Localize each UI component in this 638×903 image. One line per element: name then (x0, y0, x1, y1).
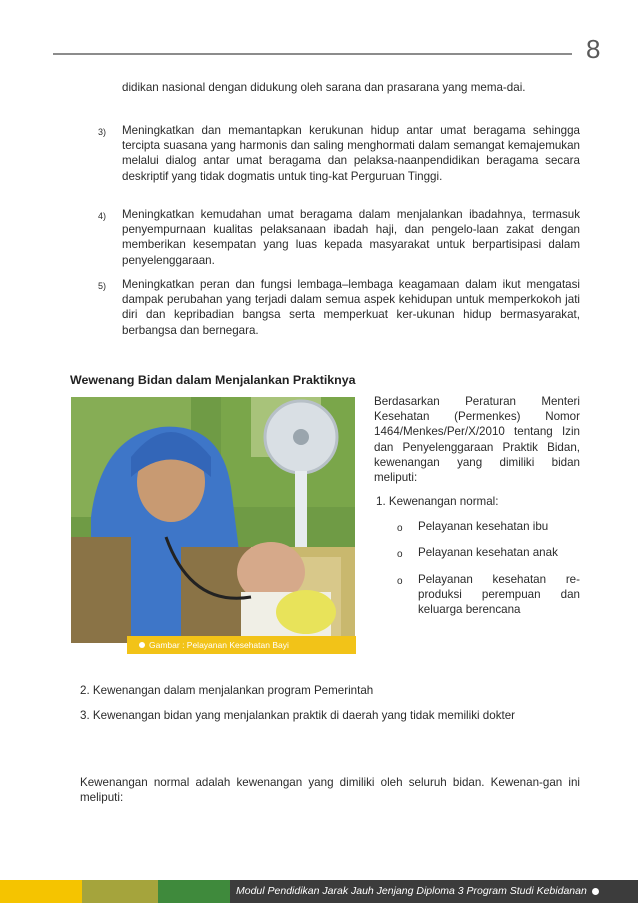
footer-segment-olive (82, 880, 158, 903)
section-title: Wewenang Bidan dalam Menjalankan Praktiknya (70, 373, 356, 387)
list-continuation: didikan nasional dengan didukung oleh sarana dan prasarana yang mema-dai. (122, 81, 526, 94)
list-number-5: 5) (98, 281, 107, 291)
footer-segment-green (158, 880, 230, 903)
list-item-3: Meningkatkan dan memantapkan kerukunan hidup antar umat beragama sehingga tercipta suasana yang harmonis dan saling menghormati dalam semangat kemajemukan melalui dialog antar umat beragama dan pelaksa-naanpendidikan beragama secara deskriptif yang tidak dogmatis untuk ting-kat Perguruan Tinggi. (122, 124, 580, 183)
section-intro: Berdasarkan Peraturan Menteri Kesehatan (Permenkes) Nomor 1464/Menkes/Per/X/2010 tentang Izin dan Penyelenggaraan Praktik Bidan, kewenangan yang dimiliki bidan meliputi: (374, 395, 580, 485)
header-rule (53, 53, 572, 55)
sub-bullet-2: o (397, 549, 403, 560)
list-item-4: Meningkatkan kemudahan umat beragama dalam menjalankan ibadahnya, termasuk penyempurnaan kualitas pelaksanaan ibadah haji, dan pengelo-laan zakat dengan memberikan kesempatan yang luas kepada masyarakat untuk berpartisipasi dalam penyelenggaraan. (122, 208, 580, 267)
sub-bullet-3: o (397, 576, 403, 587)
photo-caption: Gambar : Pelayanan Kesehatan Bayi (149, 640, 289, 650)
subitem-reproduksi: Pelayanan kesehatan re-produksi perempuan dan keluarga berencana (418, 573, 580, 617)
page-number: 8 (586, 34, 601, 64)
subitem-anak: Pelayanan kesehatan anak (418, 546, 558, 559)
midwife-infant-photo (71, 397, 355, 643)
list-number-3: 3) (98, 127, 107, 137)
footer-bar (0, 880, 638, 903)
footer-dot-icon (592, 888, 599, 895)
item-2-program: 2. Kewenangan dalam menjalankan program Pemerintah (80, 684, 374, 697)
closing-paragraph: Kewenangan normal adalah kewenangan yang dimiliki oleh seluruh bidan. Kewenan-gan ini meliputi: (80, 776, 580, 805)
footer-text: Modul Pendidikan Jarak Jauh Jenjang Diploma 3 Program Studi Kebidanan (236, 885, 587, 897)
footer-segment-yellow (0, 880, 82, 903)
list-number-4: 4) (98, 211, 107, 221)
sub-bullet-1: o (397, 523, 403, 534)
subitem-ibu: Pelayanan kesehatan ibu (418, 520, 549, 533)
item-3-daerah: 3. Kewenangan bidan yang menjalankan praktik di daerah yang tidak memiliki dokter (80, 709, 516, 722)
list-item-5: Meningkatkan peran dan fungsi lembaga–lembaga keagamaan dalam ikut mengatasi dampak perubahan yang terjadi dalam semua aspek kehidupan untuk memperkokoh jati diri dan kepribadian bangsa serta memperkuat ker-ukunan hidup bermasyarakat, berbangsa dan bernegara. (122, 278, 580, 337)
photo-caption-bar (127, 636, 356, 654)
caption-dot-icon (139, 642, 145, 648)
item-1-normal: 1. Kewenangan normal: (376, 495, 499, 508)
